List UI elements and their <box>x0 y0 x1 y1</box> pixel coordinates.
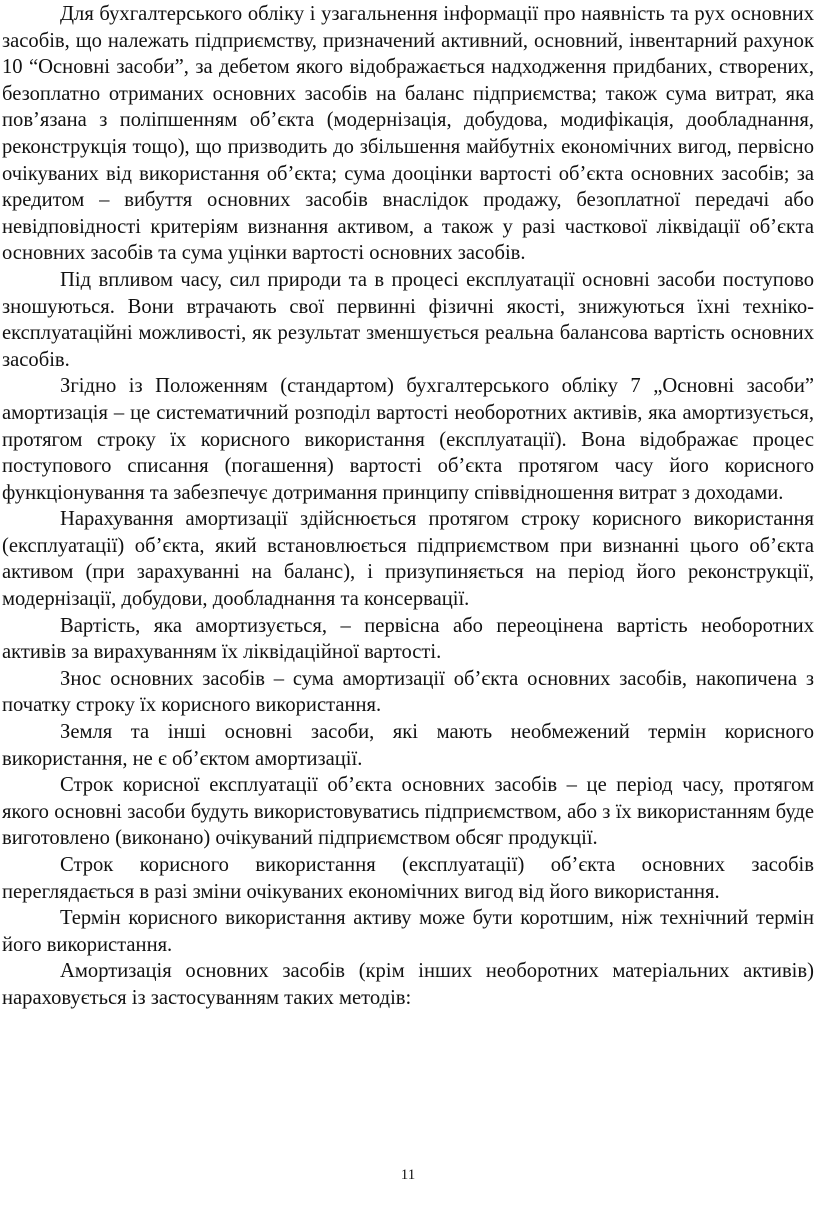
paragraph-useful-life-shorter: Термін корисного використання активу може бути коротшим, ніж технічний термін його використання. <box>2 907 814 956</box>
paragraph-land: Земля та інші основні засоби, які мають необмежений термін корисного використання, не є об’єктом амортизації. <box>2 721 814 770</box>
paragraph-methods-intro: Амортизація основних засобів (крім інших необоротних матеріальних активів) нараховується із застосуванням таких методів: <box>2 960 814 1009</box>
paragraph-depreciable-value: Вартість, яка амортизується, – первісна або переоцінена вартість необоротних активів за вирахуванням їх ліквідаційної вартості. <box>2 614 814 664</box>
paragraph-wear: Під впливом часу, сил природи та в процесі експлуатації основні засоби поступово зношуються. Вони втрачають свої первинні фізичні якості, знижуються їхні техніко-експлуатаційні можливості, як результат зменшується реальна балансова вартість основних засобів. <box>2 268 814 371</box>
paragraph-useful-life-review: Строк корисного використання (експлуатації) об’єкта основних засобів переглядається в разі зміни очікуваних економічних вигод від його використання. <box>2 854 814 903</box>
paragraph-accumulated-wear: Знос основних засобів – сума амортизації об’єкта основних засобів, накопичена з початку строку їх корисного використання. <box>2 667 814 717</box>
paragraph-depreciation-accrual: Нарахування амортизації здійснюється протягом строку корисного використання (експлуатації) об’єкта, який встановлюється підприємством при визнанні цього об’єкта активом (при зарахуванні на баланс), і призупиняється на період його реконструкції, модернізації, добудови, дообладнання та консервації. <box>2 508 814 611</box>
paragraph-useful-life: Строк корисної експлуатації об’єкта основних засобів – це період часу, протягом якого основні засоби будуть використовуватись підприємством, або з їх використанням буде виготовлено (виконано) очікуваний підприємством обсяг продукції. <box>2 774 814 850</box>
paragraph-depreciation-definition: Згідно із Положенням (стандартом) бухгалтерського обліку 7 „Основні засоби” амортизація – це систематичний розподіл вартості необоротних активів, яка амортизується, протягом строку їх корисного використання (експлуатації). Вона відображає процес поступового списання (погашення) вартості об’єкта протягом часу його корисного функціонування та забезпечує дотримання принципу співвідношення витрат з доходами. <box>2 375 814 504</box>
paragraph-account-10: Для бухгалтерського обліку і узагальнення інформації про наявність та рух основних засобів, що належать підприємству, призначений активний, основний, інвентарний рахунок 10 “Основні засоби”, за дебетом якого відображається надходження придбаних, створених, безоплатно отриманих основних засобів на баланс підприємства; також сума витрат, яка пов’язана з поліпшенням об’єкта (модернізація, добудова, модифікація, дообладнання, реконструкція тощо), що призводить до збільшення майбутніх економічних вигод, первісно очікуваних від використання об’єкта; сума дооцінки вартості об’єкта основних засобів; за кредитом – вибуття основних засобів внаслідок продажу, безоплатної передачі або невідповідності критеріям визнання активом, а також у разі часткової ліквідації об’єкта основних засобів та сума уцінки вартості основних засобів. <box>2 3 814 265</box>
body-text <box>2 1 814 1012</box>
page-number: 11 <box>400 1167 416 1183</box>
